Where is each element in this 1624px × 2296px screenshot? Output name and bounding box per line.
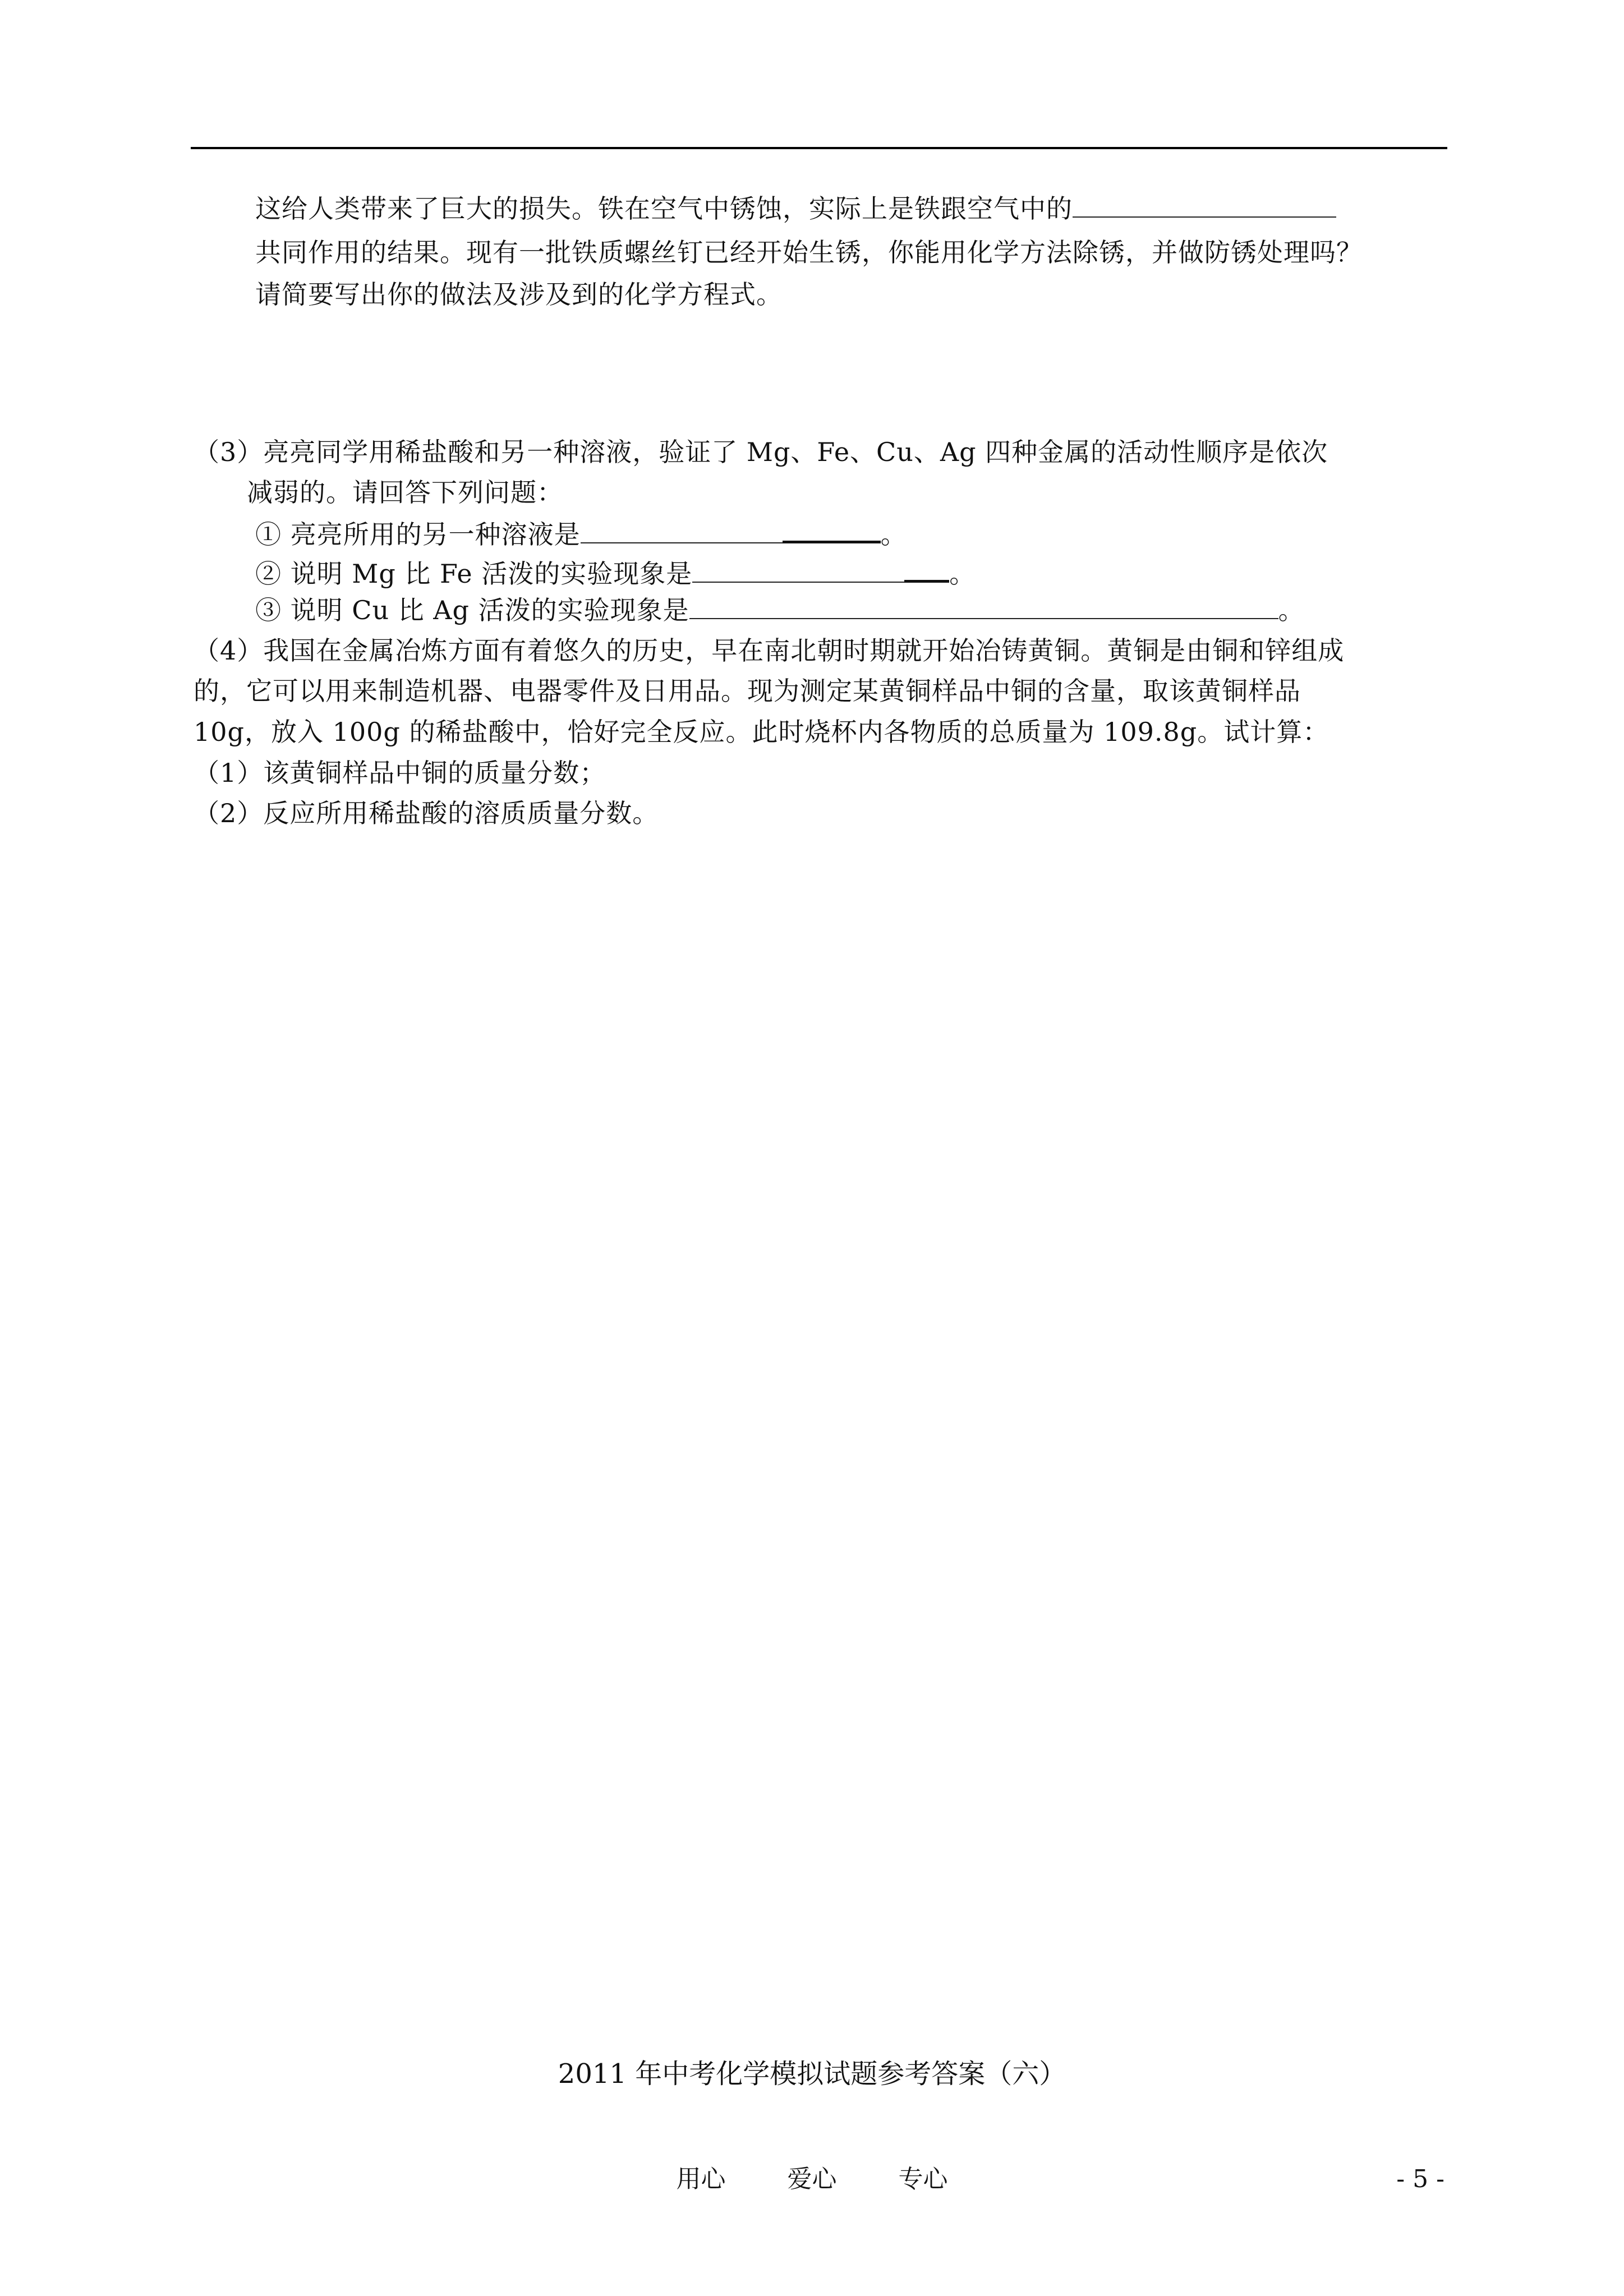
header-rule: [191, 147, 1447, 149]
q4-sub2: （2）反应所用稀盐酸的溶质质量分数。: [194, 798, 659, 828]
footer-motto-1: 用心: [676, 2165, 726, 2193]
q4-line3: 10g，放入 100g 的稀盐酸中，恰好完全反应。此时烧杯内各物质的总质量为 109.8g。试计算：: [194, 717, 1329, 747]
q3-item2: ② 说明 Mg 比 Fe 活泼的实验现象是 。: [255, 555, 976, 591]
q3-line1: （3）亮亮同学用稀盐酸和另一种溶液，验证了 Mg、Fe、Cu、Ag 四种金属的活动性顺序是依次: [194, 437, 1328, 467]
footer-motto-2: 爱心: [787, 2165, 837, 2193]
q3-line2: 减弱的。请回答下列问题：: [247, 477, 563, 508]
q3-item3: ③ 说明 Cu 比 Ag 活泼的实验现象是 。: [255, 593, 1305, 627]
q3-item1: ① 亮亮所用的另一种溶液是 。: [255, 516, 907, 551]
footer-motto: [0, 2164, 1624, 2195]
page-number: - 5 -: [1396, 2165, 1444, 2193]
answer-section-title: 2011 年中考化学模拟试题参考答案（六）: [558, 2058, 1066, 2090]
answer-blank-mg-fe-end: [904, 555, 949, 583]
q4-line1: （4）我国在金属冶炼方面有着悠久的历史，早在南北朝时期就开始冶铸黄铜。黄铜是由铜和锌组成: [194, 635, 1345, 666]
answer-blank-cu-ag[interactable]: [689, 593, 1278, 619]
q4-sub1: （1）该黄铜样品中铜的质量分数；: [194, 758, 606, 788]
para1-line2: 共同作用的结果。现有一批铁质螺丝钉已经开始生锈，你能用化学方法除锈，并做防锈处理吗？: [255, 237, 1363, 268]
answer-blank-mg-fe[interactable]: [692, 557, 904, 583]
para1-line3: 请简要写出你的做法及涉及到的化学方程式。: [255, 279, 783, 310]
footer-motto-3: 专心: [898, 2165, 948, 2193]
answer-blank-air-components[interactable]: [1073, 192, 1336, 218]
answer-blank-other-solution[interactable]: [581, 518, 783, 543]
para1-line1: 这给人类带来了巨大的损失。铁在空气中锈蚀，实际上是铁跟空气中的: [255, 192, 1336, 225]
q4-line2: 的，它可以用来制造机器、电器零件及日用品。现为测定某黄铜样品中铜的含量，取该黄铜样品: [194, 676, 1301, 706]
answer-blank-other-solution-end: [783, 516, 881, 543]
